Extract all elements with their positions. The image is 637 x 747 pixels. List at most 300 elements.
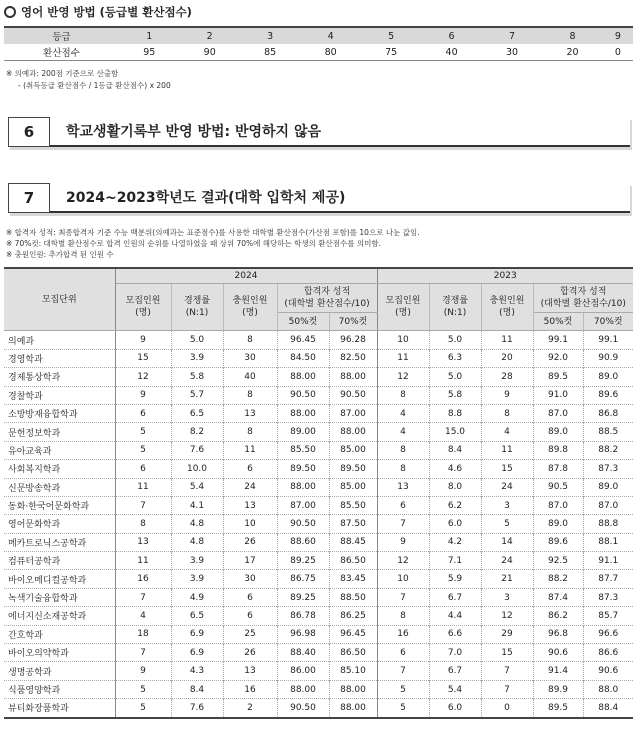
additional-2024: 30 (223, 349, 277, 367)
recruit-2024: 12 (115, 368, 171, 386)
cut70-2024: 87.50 (329, 515, 377, 533)
recruit-2024: 11 (115, 478, 171, 496)
cut70-2023: 88.0 (598, 684, 619, 695)
section-7-number: 7 (8, 183, 50, 213)
recruit-2024: 4 (115, 607, 171, 625)
cut70-2024: 88.50 (329, 588, 377, 606)
cut50-2024: 88.60 (277, 533, 329, 551)
table-row (4, 496, 633, 514)
cut70-2023: 85.7 (598, 610, 619, 621)
cut50-2023: 99.1 (533, 331, 583, 349)
competition-2023: 8.4 (429, 441, 481, 459)
additional-2023: 11 (481, 441, 533, 459)
header-additional-2024: 충원인원 (명) (223, 284, 277, 331)
grade-cell: 7 (482, 27, 542, 44)
cut70-2023: 88.2 (598, 445, 619, 456)
competition-2024: 4.9 (171, 588, 223, 606)
cut70-2024: 88.45 (329, 533, 377, 551)
recruit-2023: 10 (377, 570, 429, 588)
cut50-2024: 84.50 (277, 349, 329, 367)
unit-name: 의예과 (4, 331, 115, 349)
additional-2024: 26 (223, 533, 277, 551)
competition-2024: 5.4 (171, 478, 223, 496)
additional-2023: 15 (481, 644, 533, 662)
header-year-2024: 2024 (115, 268, 377, 284)
unit-name: 간호학과 (4, 625, 115, 643)
competition-2023: 6.0 (429, 699, 481, 718)
competition-2024: 4.8 (171, 515, 223, 533)
additional-2023: 5 (481, 515, 533, 533)
additional-2024: 13 (223, 404, 277, 422)
cut70-2023: 89.6 (598, 390, 619, 401)
table-row (4, 515, 633, 533)
grade-cell: 5 (361, 27, 421, 44)
cut50-2023: 89.5 (533, 368, 583, 386)
table-row (4, 699, 633, 718)
competition-2024: 6.5 (171, 607, 223, 625)
grade-header-label: 등급 (4, 27, 119, 44)
recruit-2023: 7 (377, 588, 429, 606)
competition-2023: 8.8 (429, 404, 481, 422)
cut50-2023: 90.5 (533, 478, 583, 496)
recruit-2024: 16 (115, 570, 171, 588)
english-note-2: - (취득등급 환산점수 / 1등급 환산점수) x 200 (18, 81, 171, 90)
grade-header-row (4, 27, 633, 44)
cut50-2023: 89.6 (533, 533, 583, 551)
recruit-2024: 5 (115, 441, 171, 459)
additional-2023: 7 (481, 680, 533, 698)
recruit-2024: 8 (115, 515, 171, 533)
cut70-2023: 86.6 (598, 647, 619, 658)
unit-name: 경영학과 (4, 349, 115, 367)
recruit-2023: 8 (377, 607, 429, 625)
recruit-2024: 7 (115, 644, 171, 662)
cut70-2024: 82.50 (329, 349, 377, 367)
cut50-2024: 96.98 (277, 625, 329, 643)
additional-2023: 0 (481, 699, 533, 718)
table-row (4, 478, 633, 496)
header-competition-2024: 경쟁률 (N:1) (171, 284, 223, 331)
grade-cell: 2 (179, 27, 239, 44)
cut50-2024: 89.25 (277, 552, 329, 570)
unit-name: 영어문화학과 (4, 515, 115, 533)
unit-name: 메카트로닉스공학과 (4, 533, 115, 551)
competition-2024: 4.8 (171, 533, 223, 551)
cut70-2024: 85.50 (329, 496, 377, 514)
competition-2023: 4.4 (429, 607, 481, 625)
header-recruit-2023: 모집인원 (명) (377, 284, 429, 331)
recruit-2023: 8 (377, 441, 429, 459)
cut70-2024: 89.50 (329, 460, 377, 478)
cut50-2023: 87.0 (533, 496, 583, 514)
unit-name: 바이오의약학과 (4, 644, 115, 662)
table-row (4, 423, 633, 441)
unit-name: 에너지신소재공학과 (4, 607, 115, 625)
unit-name: 식품영양학과 (4, 680, 115, 698)
header-cut70-2024: 70%컷 (329, 313, 377, 331)
competition-2023: 4.2 (429, 533, 481, 551)
competition-2024: 7.6 (171, 441, 223, 459)
table-row (4, 607, 633, 625)
additional-2023: 9 (481, 386, 533, 404)
cut50-2024: 86.78 (277, 607, 329, 625)
unit-name: 소방방재융합학과 (4, 404, 115, 422)
competition-2024: 6.9 (171, 625, 223, 643)
cut50-2023: 92.5 (533, 552, 583, 570)
section-6-number: 6 (8, 117, 50, 147)
cut50-2024: 85.50 (277, 441, 329, 459)
cut50-2024: 86.00 (277, 662, 329, 680)
score-cell: 95 (119, 44, 179, 61)
cut50-2024: 90.50 (277, 515, 329, 533)
cut50-2024: 88.00 (277, 478, 329, 496)
recruit-2023: 9 (377, 533, 429, 551)
cut50-2023: 92.0 (533, 349, 583, 367)
competition-2023: 6.3 (429, 349, 481, 367)
additional-2024: 26 (223, 644, 277, 662)
unit-name: 유아교육과 (4, 441, 115, 459)
grade-cell: 3 (240, 27, 300, 44)
table-row (4, 368, 633, 386)
score-row (4, 44, 633, 61)
header-recruit-2024: 모집인원 (명) (115, 284, 171, 331)
recruit-2024: 7 (115, 496, 171, 514)
unit-name: 신문방송학과 (4, 478, 115, 496)
score-cell: 90 (179, 44, 239, 61)
cut50-2023: 89.0 (533, 423, 583, 441)
recruit-2024: 6 (115, 404, 171, 422)
additional-2023: 24 (481, 552, 533, 570)
additional-2023: 7 (481, 662, 533, 680)
score-label: 환산점수 (4, 44, 119, 61)
cut70-2024: 88.00 (329, 423, 377, 441)
recruit-2023: 4 (377, 404, 429, 422)
table-row (4, 644, 633, 662)
section-title-english (4, 4, 192, 20)
cut70-2024: 83.45 (329, 570, 377, 588)
score-cell: 80 (300, 44, 360, 61)
header-score-group-2023: 합격자 성적 (대학별 환산점수/10) (533, 284, 633, 313)
score-cell: 85 (240, 44, 300, 61)
unit-name: 문헌정보학과 (4, 423, 115, 441)
cut50-2024: 88.40 (277, 644, 329, 662)
recruit-2023: 13 (377, 478, 429, 496)
recruit-2024: 9 (115, 331, 171, 349)
cut70-2023: 87.7 (598, 574, 619, 585)
section-6-banner (8, 117, 630, 147)
unit-name: 뷰티화장품학과 (4, 699, 115, 718)
competition-2024: 5.7 (171, 386, 223, 404)
cut50-2024: 88.00 (277, 680, 329, 698)
cut70-2024: 85.10 (329, 662, 377, 680)
additional-2024: 17 (223, 552, 277, 570)
additional-2023: 21 (481, 570, 533, 588)
additional-2024: 11 (223, 441, 277, 459)
additional-2024: 6 (223, 607, 277, 625)
results-note-3: ※ 충원인원: 추가합격 된 인원 수 (6, 250, 114, 259)
unit-name: 경제통상학과 (4, 368, 115, 386)
additional-2023: 3 (481, 496, 533, 514)
score-cell: 75 (361, 44, 421, 61)
additional-2024: 8 (223, 331, 277, 349)
cut70-2024: 87.00 (329, 404, 377, 422)
cut50-2023: 91.0 (533, 386, 583, 404)
additional-2024: 25 (223, 625, 277, 643)
cut50-2024: 88.00 (277, 404, 329, 422)
additional-2023: 28 (481, 368, 533, 386)
cut50-2023: 88.2 (533, 570, 583, 588)
competition-2023: 5.0 (429, 331, 481, 349)
table-row (4, 552, 633, 570)
additional-2024: 6 (223, 588, 277, 606)
additional-2023: 3 (481, 588, 533, 606)
header-cut70-2023: 70%컷 (583, 313, 633, 331)
table-row (4, 588, 633, 606)
cut70-2023: 96.6 (598, 629, 619, 640)
additional-2023: 20 (481, 349, 533, 367)
cut70-2024: 88.00 (329, 368, 377, 386)
cut70-2023: 87.3 (598, 592, 619, 603)
recruit-2023: 5 (377, 680, 429, 698)
competition-2024: 3.9 (171, 349, 223, 367)
grade-cell: 8 (542, 27, 602, 44)
cut70-2024: 90.50 (329, 386, 377, 404)
competition-2023: 8.0 (429, 478, 481, 496)
competition-2023: 15.0 (429, 423, 481, 441)
cut70-2023: 88.8 (598, 518, 619, 529)
competition-2024: 6.9 (171, 644, 223, 662)
grade-cell: 1 (119, 27, 179, 44)
recruit-2023: 12 (377, 552, 429, 570)
recruit-2024: 13 (115, 533, 171, 551)
competition-2023: 7.0 (429, 644, 481, 662)
grade-cell: 6 (421, 27, 481, 44)
cut50-2024: 87.00 (277, 496, 329, 514)
cut50-2023: 87.4 (533, 588, 583, 606)
cut70-2023: 88.5 (598, 427, 619, 438)
competition-2024: 3.9 (171, 570, 223, 588)
cut50-2024: 86.75 (277, 570, 329, 588)
recruit-2024: 5 (115, 423, 171, 441)
competition-2024: 10.0 (171, 460, 223, 478)
additional-2023: 12 (481, 607, 533, 625)
results-table-body (4, 331, 633, 718)
header-competition-2023: 경쟁률 (N:1) (429, 284, 481, 331)
grade-cell: 4 (300, 27, 360, 44)
table-row (4, 460, 633, 478)
recruit-2024: 7 (115, 588, 171, 606)
cut70-2023: 91.1 (598, 555, 619, 566)
recruit-2024: 9 (115, 386, 171, 404)
competition-2024: 5.0 (171, 331, 223, 349)
additional-2024: 13 (223, 662, 277, 680)
recruit-2023: 11 (377, 349, 429, 367)
additional-2023: 24 (481, 478, 533, 496)
cut50-2024: 89.50 (277, 460, 329, 478)
cut50-2024: 88.00 (277, 368, 329, 386)
cut50-2023: 89.0 (533, 515, 583, 533)
recruit-2023: 6 (377, 644, 429, 662)
results-note-2: ※ 70%컷: 대학별 환산점수로 합격 인원의 순위를 나열하였을 때 상위 70%에 해당하는 학생의 환산점수를 의미함. (6, 239, 381, 248)
competition-2024: 8.2 (171, 423, 223, 441)
unit-name: 동화·한국어문화학과 (4, 496, 115, 514)
score-cell: 0 (603, 44, 633, 61)
cut70-2024: 88.00 (329, 699, 377, 718)
competition-2023: 5.9 (429, 570, 481, 588)
competition-2023: 6.0 (429, 515, 481, 533)
section-6-title: 학교생활기록부 반영 방법: 반영하지 않음 (66, 124, 322, 140)
cut50-2023: 87.0 (533, 404, 583, 422)
cut50-2023: 89.5 (533, 699, 583, 718)
section-7-banner (8, 183, 630, 213)
competition-2023: 6.7 (429, 662, 481, 680)
additional-2024: 30 (223, 570, 277, 588)
additional-2023: 14 (481, 533, 533, 551)
competition-2024: 4.3 (171, 662, 223, 680)
english-note-1: ※ 의예과: 200점 기준으로 산출함 (6, 69, 119, 78)
table-row (4, 386, 633, 404)
cut70-2023: 88.4 (598, 702, 619, 713)
competition-2024: 6.5 (171, 404, 223, 422)
cut50-2024: 90.50 (277, 699, 329, 718)
additional-2024: 24 (223, 478, 277, 496)
cut70-2023: 87.0 (598, 500, 619, 511)
table-row (4, 331, 633, 349)
competition-2024: 8.4 (171, 680, 223, 698)
cut70-2023: 99.1 (598, 335, 619, 346)
competition-2024: 4.1 (171, 496, 223, 514)
competition-2023: 6.2 (429, 496, 481, 514)
recruit-2023: 5 (377, 699, 429, 718)
cut50-2023: 86.2 (533, 607, 583, 625)
additional-2023: 29 (481, 625, 533, 643)
cut70-2024: 85.00 (329, 441, 377, 459)
admission-results-table (4, 267, 633, 719)
cut50-2023: 96.8 (533, 625, 583, 643)
table-row (4, 625, 633, 643)
cut70-2023: 89.0 (598, 371, 619, 382)
competition-2024: 5.8 (171, 368, 223, 386)
cut70-2023: 87.3 (598, 463, 619, 474)
recruit-2023: 7 (377, 515, 429, 533)
table-row (4, 441, 633, 459)
section-7-title: 2024~2023학년도 결과(대학 입학처 제공) (66, 190, 346, 206)
cut70-2023: 89.0 (598, 482, 619, 493)
header-year-2023: 2023 (377, 268, 633, 284)
recruit-2024: 6 (115, 460, 171, 478)
unit-name: 컴퓨터공학과 (4, 552, 115, 570)
cut70-2024: 86.50 (329, 552, 377, 570)
table-row (4, 349, 633, 367)
cut50-2024: 96.45 (277, 331, 329, 349)
unit-name: 사회복지학과 (4, 460, 115, 478)
unit-name: 바이오메디컬공학과 (4, 570, 115, 588)
cut70-2023: 90.6 (598, 666, 619, 677)
cut70-2024: 86.50 (329, 644, 377, 662)
recruit-2023: 8 (377, 460, 429, 478)
header-score-group-2024: 합격자 성적 (대학별 환산점수/10) (277, 284, 377, 313)
recruit-2024: 9 (115, 662, 171, 680)
additional-2024: 2 (223, 699, 277, 718)
cut50-2023: 91.4 (533, 662, 583, 680)
cut50-2023: 89.8 (533, 441, 583, 459)
competition-2023: 6.7 (429, 588, 481, 606)
cut50-2023: 87.8 (533, 460, 583, 478)
score-cell: 40 (421, 44, 481, 61)
additional-2024: 6 (223, 460, 277, 478)
additional-2023: 4 (481, 423, 533, 441)
score-cell: 20 (542, 44, 602, 61)
header-cut50-2023: 50%컷 (533, 313, 583, 331)
additional-2023: 11 (481, 331, 533, 349)
header-cut50-2024: 50%컷 (277, 313, 329, 331)
additional-2024: 40 (223, 368, 277, 386)
competition-2023: 4.6 (429, 460, 481, 478)
recruit-2024: 15 (115, 349, 171, 367)
unit-name: 녹색기술융합학과 (4, 588, 115, 606)
competition-2023: 5.0 (429, 368, 481, 386)
recruit-2024: 18 (115, 625, 171, 643)
recruit-2024: 5 (115, 680, 171, 698)
cut70-2024: 96.28 (329, 331, 377, 349)
grade-cell: 9 (603, 27, 633, 44)
cut70-2024: 96.45 (329, 625, 377, 643)
table-row (4, 680, 633, 698)
competition-2024: 3.9 (171, 552, 223, 570)
additional-2023: 15 (481, 460, 533, 478)
table-row (4, 404, 633, 422)
recruit-2023: 16 (377, 625, 429, 643)
additional-2024: 13 (223, 496, 277, 514)
additional-2024: 16 (223, 680, 277, 698)
unit-name: 생명공학과 (4, 662, 115, 680)
competition-2023: 7.1 (429, 552, 481, 570)
results-note-1: ※ 합격자 성적: 최종합격자 기준 수능 백분위(의예과는 표준점수)를 사용한 대학별 환산점수(가산점 포함)를 10으로 나눈 값임. (6, 228, 420, 237)
cut50-2024: 89.00 (277, 423, 329, 441)
unit-name: 경찰학과 (4, 386, 115, 404)
additional-2024: 10 (223, 515, 277, 533)
header-unit: 모집단위 (4, 268, 115, 331)
recruit-2023: 8 (377, 386, 429, 404)
table-row (4, 662, 633, 680)
table-row (4, 533, 633, 551)
cut70-2023: 90.9 (598, 353, 619, 364)
competition-2023: 5.4 (429, 680, 481, 698)
recruit-2023: 7 (377, 662, 429, 680)
recruit-2023: 10 (377, 331, 429, 349)
english-section-title: 영어 반영 방법 (등급별 환산점수) (21, 5, 192, 19)
cut50-2024: 89.25 (277, 588, 329, 606)
competition-2024: 7.6 (171, 699, 223, 718)
recruit-2023: 6 (377, 496, 429, 514)
score-cell: 30 (482, 44, 542, 61)
additional-2024: 8 (223, 423, 277, 441)
table-row (4, 570, 633, 588)
cut50-2023: 89.9 (533, 680, 583, 698)
cut70-2023: 86.8 (598, 408, 619, 419)
recruit-2023: 12 (377, 368, 429, 386)
cut70-2024: 88.00 (329, 680, 377, 698)
circle-bullet-icon (4, 6, 16, 18)
recruit-2024: 11 (115, 552, 171, 570)
recruit-2024: 5 (115, 699, 171, 718)
grade-score-table (4, 26, 633, 61)
cut70-2024: 85.00 (329, 478, 377, 496)
competition-2023: 6.6 (429, 625, 481, 643)
recruit-2023: 4 (377, 423, 429, 441)
header-additional-2023: 충원인원 (명) (481, 284, 533, 331)
additional-2024: 8 (223, 386, 277, 404)
